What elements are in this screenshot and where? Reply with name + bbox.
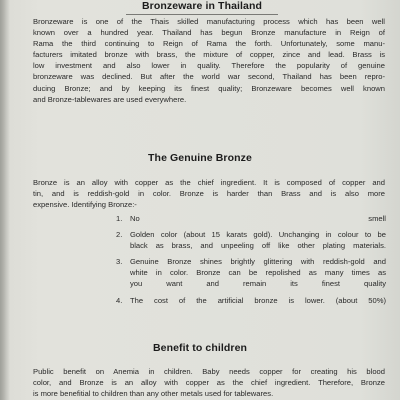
text-line: ducing Bronze; and by keeping its finest quality; Bronzeware becomes well known <box>33 83 385 93</box>
text-line: and Bronze-tablewares are used everywhere. <box>33 94 187 104</box>
text-line: facturers imitated bronze with brass, the mixture of copper, zince and lead. Brass is <box>33 50 385 60</box>
page-fold-shadow <box>0 0 10 400</box>
section-title-bronzeware: Bronzeware in Thailand <box>126 0 278 15</box>
list-item-text: Golden color (about 15 karats gold). Unchanging in colour to be <box>130 230 386 240</box>
text-line: Public benefit on Anemia in children. Baby needs copper for creating his blood <box>33 367 385 376</box>
text-line: expensive. Identifying Bronze:- <box>33 200 137 210</box>
section-header-genuine-bronze <box>0 152 400 164</box>
list-item-text: No smell <box>130 214 386 223</box>
list-item <box>116 256 386 289</box>
paragraph-benefit <box>33 366 385 399</box>
list-item-text: Genuine Bronze shines brightly glittering with reddish-gold and <box>130 257 386 267</box>
list-item-number: 2. <box>116 230 123 240</box>
list-item <box>116 295 386 306</box>
section-header-benefit <box>0 342 400 354</box>
list-item-text: white in color. Bronze can be repolished as many times as <box>130 268 386 278</box>
list-item-text: you want and remain its finest quality <box>130 279 386 289</box>
section-title-benefit: Benefit to children <box>152 342 248 354</box>
bronze-identification-list <box>116 213 386 311</box>
text-line: bronzeware was declined. But after the world war second, Thailand has been repro- <box>33 72 385 82</box>
text-line: low investment and also lower in quality. Therefore the popularity of genuine <box>33 61 385 71</box>
paragraph-genuine-bronze <box>33 177 385 210</box>
text-line: Bronzeware is one of the Thais skilled manufacturing process which has been well <box>33 17 385 26</box>
text-line: tin, and is reddish-gold in color. Bronze is harder than Brass and is also more <box>33 189 385 199</box>
text-line: color, and Bronze is an alloy with copper as the chief ingredient. Therefore, Bronze <box>33 378 385 388</box>
text-line: Bronze is an alloy with copper as the chief ingredient. It is composed of copper and <box>33 178 385 187</box>
list-item <box>116 213 386 224</box>
list-item-text: The cost of the artificial bronze is lower. (about 50%) <box>130 295 386 305</box>
list-item <box>116 229 386 251</box>
text-line: known over a hundred year. Thailand has begun Bronze manufacture in Reign of <box>33 28 385 38</box>
text-line: Rama the third continuing to Reign of Rama the forth. Unfortunately, some manu- <box>33 39 385 49</box>
list-item-number: 3. <box>116 257 123 267</box>
list-item-number: 1. <box>116 214 123 223</box>
list-item-text: black as brass, and unpeeling off like other plating materials. <box>130 241 386 251</box>
section-title-genuine-bronze: The Genuine Bronze <box>148 152 252 164</box>
text-line: is more benefitial to children than any other metals used for tablewares. <box>33 389 274 399</box>
paragraph-bronzeware <box>33 16 385 105</box>
list-item-number: 4. <box>116 295 123 305</box>
